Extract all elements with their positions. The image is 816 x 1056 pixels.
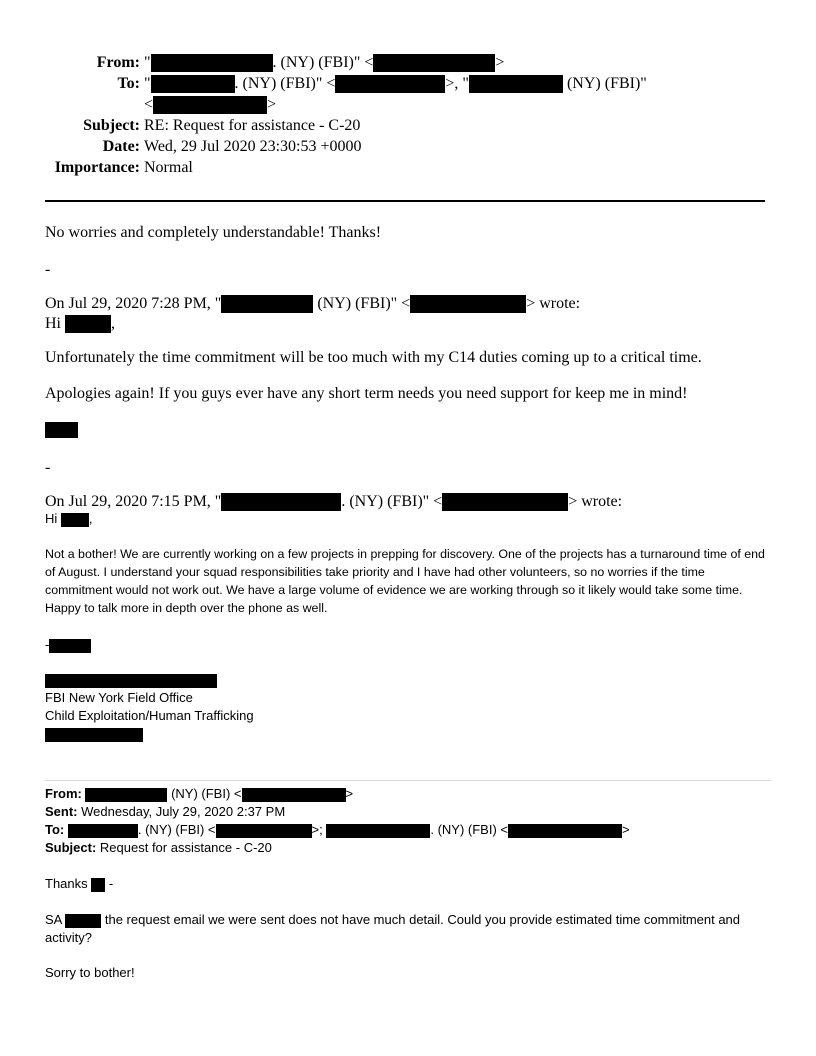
importance-row	[0, 157, 816, 178]
orig-thanks	[45, 875, 113, 893]
to-org-2: (NY) (FBI)"	[562, 75, 647, 92]
from-row	[0, 52, 816, 73]
redaction	[242, 788, 346, 802]
redaction	[326, 824, 430, 838]
orig-from-row	[45, 785, 353, 803]
subject-value: RE: Request for assistance - C-20	[144, 117, 361, 134]
to-quote: "	[144, 75, 151, 92]
orig-request	[45, 911, 771, 947]
redaction	[91, 878, 105, 892]
dash-2: -	[45, 459, 51, 476]
subject-row	[0, 115, 816, 136]
orig-to-org-2: . (NY) (FBI) <	[430, 822, 508, 837]
comma-2: ,	[88, 511, 93, 526]
dash-1: -	[45, 261, 51, 278]
orig-from-close: >	[345, 786, 354, 801]
date-value: Wed, 29 Jul 2020 23:30:53 +0000	[144, 138, 362, 155]
redaction	[85, 788, 167, 802]
orig-sent-row	[45, 803, 285, 821]
orig-from-org: (NY) (FBI) <	[167, 786, 242, 801]
redaction	[151, 54, 273, 72]
hi-2: Hi	[45, 511, 58, 526]
to-close-2: >	[267, 96, 277, 113]
greeting-2	[45, 510, 93, 528]
thanks-dash: -	[105, 876, 114, 891]
orig-closing: Sorry to bother!	[45, 965, 135, 980]
redaction	[335, 75, 445, 93]
orig-subject-label: Subject:	[45, 840, 97, 855]
quote1-org: (NY) (FBI)" <	[313, 295, 411, 312]
quote1-prefix: On Jul 29, 2020 7:28 PM, "	[45, 295, 222, 312]
sig-name-redaction	[45, 674, 217, 688]
importance-value: Normal	[144, 159, 193, 176]
orig-to-row	[45, 821, 630, 839]
from-quote: "	[144, 54, 151, 71]
redaction	[61, 513, 89, 527]
to-value	[144, 73, 816, 115]
sig-phone-redaction	[45, 728, 143, 742]
redaction	[469, 75, 563, 93]
redaction	[508, 824, 622, 838]
hi-1: Hi	[45, 315, 61, 332]
redaction	[221, 295, 313, 313]
redaction	[221, 493, 341, 511]
redaction	[373, 54, 495, 72]
to-label: To:	[117, 75, 140, 92]
redaction	[65, 315, 111, 333]
reply-text: No worries and completely understandable! Thanks!	[45, 224, 382, 241]
message-2-para-1: Not a bother! We are currently working on a few projects in prepping for discovery. One of the projects has a turnaround time of end of August. I understand your squad responsibilities take priority and I have had other volunteers, so no worries if the time commitment would not work out. We have a large volume of evidence we are working through so it likely would take some time. Happy to talk more in depth over the phone as well.	[45, 547, 765, 615]
date-label: Date:	[102, 138, 140, 155]
quote2-prefix: On Jul 29, 2020 7:15 PM, "	[45, 493, 222, 510]
orig-subject-value: Request for assistance - C-20	[96, 840, 272, 855]
redaction	[151, 75, 235, 93]
redaction	[153, 96, 267, 114]
to-sep: >, "	[445, 75, 469, 92]
signature-redaction	[45, 422, 78, 438]
redaction	[442, 493, 568, 511]
from-value	[144, 52, 816, 73]
to-row	[0, 73, 816, 115]
orig-subject-row	[45, 839, 272, 857]
comma-1: ,	[111, 315, 115, 332]
quote1-suffix: > wrote:	[526, 295, 581, 312]
orig-sent-value: Wednesday, July 29, 2020 2:37 PM	[77, 804, 286, 819]
quote2-org: . (NY) (FBI)" <	[341, 493, 443, 510]
from-org: . (NY) (FBI)" <	[272, 54, 374, 71]
header-divider	[45, 200, 765, 202]
sa-prefix: SA	[45, 912, 62, 927]
redaction	[65, 914, 101, 928]
orig-to-sep: >;	[311, 822, 327, 837]
sig-dash: -	[45, 637, 50, 652]
sig-office: FBI New York Field Office	[45, 690, 193, 705]
orig-to-label: To:	[45, 822, 65, 837]
to-open-2: <	[144, 96, 154, 113]
original-message-divider	[45, 780, 771, 781]
orig-to-org: . (NY) (FBI) <	[137, 822, 216, 837]
email-header	[0, 52, 816, 178]
subject-label: Subject:	[83, 117, 140, 134]
quote-header-2	[45, 492, 622, 512]
orig-from-label: From:	[45, 786, 82, 801]
orig-sent-label: Sent:	[45, 804, 78, 819]
sig-unit: Child Exploitation/Human Trafficking	[45, 708, 254, 723]
from-label: From:	[96, 54, 140, 71]
redaction	[49, 639, 91, 653]
importance-label: Importance:	[54, 159, 140, 176]
greeting-1	[45, 314, 115, 334]
quote2-suffix: > wrote:	[568, 493, 623, 510]
sa-text: the request email we were sent does not have much detail. Could you provide estimated time commitment and activity?	[45, 912, 741, 945]
to-org: . (NY) (FBI)" <	[234, 75, 336, 92]
redaction	[68, 824, 138, 838]
sig-dash-line	[45, 636, 91, 654]
redaction	[216, 824, 312, 838]
message-1-para-1: Unfortunately the time commitment will be too much with my C14 duties coming up to a critical time.	[45, 349, 702, 366]
message-1-para-2: Apologies again! If you guys ever have any short term needs you need support for keep me in mind!	[45, 385, 688, 402]
redaction	[410, 295, 526, 313]
orig-to-close: >	[621, 822, 630, 837]
date-row	[0, 136, 816, 157]
quote-header-1	[45, 294, 580, 314]
thanks-text: Thanks	[45, 876, 88, 891]
from-close: >	[495, 54, 505, 71]
